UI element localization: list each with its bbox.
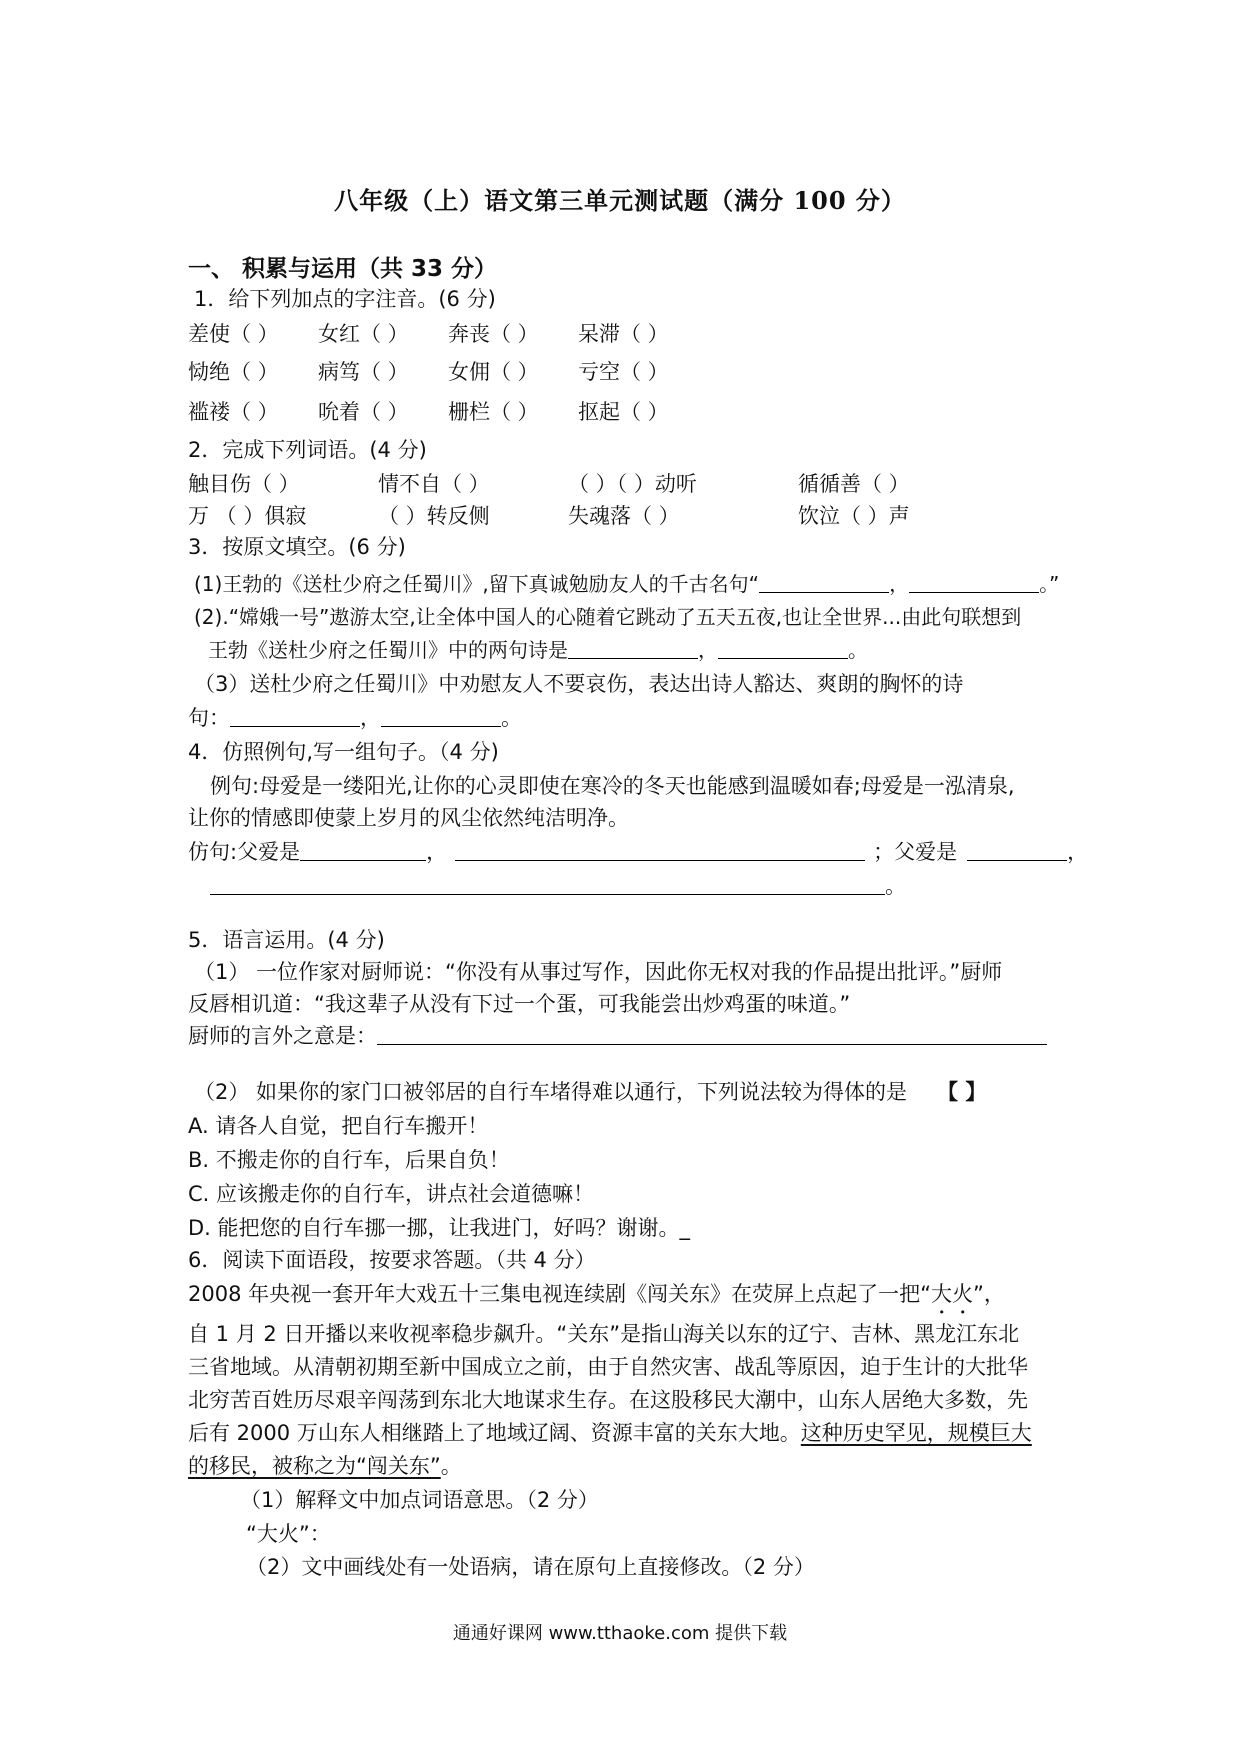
q6-passage-line3: 三省地域。从清朝初期至新中国成立之前，由于自然灾害、战乱等原因，迫于生计的大批华	[188, 1355, 1028, 1379]
section-heading: 一、 积累与运用（共 33 分）	[188, 256, 498, 282]
q3-part1-end: 。”	[1039, 572, 1060, 596]
q1-item: 亏空（ ）	[578, 360, 669, 384]
q6-subquestion-2: （2）文中画线处有一处语病，请在原句上直接修改。（2 分）	[246, 1555, 815, 1579]
q3-part3-sep: ，	[360, 706, 381, 730]
q6-underlined-sentence: 这种历史罕见，规模巨大	[800, 1421, 1032, 1445]
answer-blank[interactable]	[377, 1022, 1047, 1045]
q6-passage-line1	[188, 1280, 1005, 1319]
q5-part2	[194, 1078, 986, 1106]
answer-blank[interactable]	[568, 636, 698, 659]
q3-part2-sep: ，	[698, 638, 718, 662]
q2-item: 失魂落（ ）	[568, 504, 680, 528]
q5-part2-text: （2） 如果你的家门口被邻居的自行车堵得难以通行，下列说法较为得体的是	[194, 1080, 908, 1104]
answer-blank[interactable]	[381, 704, 501, 727]
q6-passage-text: 2008 年央视一套开年大戏五十三集电视连续剧《闯关东》在荧屏上点起了一把“	[188, 1282, 931, 1306]
q5-option-c: C. 应该搬走你的自行车，讲点社会道德嘛！	[188, 1182, 595, 1206]
q1-row-3	[188, 396, 708, 426]
q1-item: 恸绝（ ）	[188, 360, 279, 384]
q1-item: 呆滞（ ）	[578, 322, 669, 346]
page-footer: 通通好课网 www.tthaoke.com 提供下载	[452, 1623, 788, 1644]
q1-item: 女红（ ）	[318, 322, 409, 346]
q2-item: 情不自（ ）	[378, 472, 490, 496]
q1-item: 抠起（ ）	[578, 400, 669, 424]
q3-part2: (2).“嫦娥一号”遨游太空,让全体中国人的心随着它跳动了五天五夜,也让全世界...由此句联想到	[194, 605, 1022, 629]
q4-example-line2: 让你的情感即使蒙上岁月的风尘依然纯洁明净。	[188, 806, 629, 830]
q1-prompt: 1．给下列加点的字注音。(6 分)	[194, 287, 496, 311]
q2-item: （ ）（ ）动听	[568, 472, 697, 496]
q1-item: 病笃（ ）	[318, 360, 409, 384]
q6-passage-text: 。	[440, 1454, 462, 1478]
q6-underlined-sentence: 的移民，被称之为“闯关东”	[188, 1454, 441, 1478]
q2-prompt: 2．完成下列词语。(4 分)	[188, 438, 427, 462]
q4-imitation-sep: ，	[426, 840, 448, 864]
q2-item: （ ）转反侧	[378, 504, 490, 528]
q1-item: 吮着（ ）	[318, 400, 409, 424]
q5-option-d: D. 能把您的自行车挪一挪，让我进门，好吗？谢谢。_	[188, 1216, 691, 1240]
answer-bracket[interactable]: 【 】	[937, 1080, 987, 1104]
q5-option-b: B. 不搬走你的自行车，后果自负！	[188, 1148, 510, 1172]
q1-row-1	[188, 318, 708, 348]
q3-part1-text: (1)王勃的《送杜少府之任蜀川》,留下真诚勉励友人的千古名句“	[194, 572, 760, 596]
q3-part3-cont	[188, 704, 522, 732]
q4-imitation-comma: ，	[1067, 840, 1089, 864]
q4-example-line1: 例句:母爱是一缕阳光,让你的心灵即使在寒冷的冬天也能感到温暖如春;母爱是一泓清泉,	[210, 774, 1015, 798]
q4-imitation-mid: ；父爱是	[873, 840, 958, 864]
q6-subquestion-1-answer: “大火”：	[246, 1522, 331, 1546]
q1-item: 女佣（ ）	[448, 360, 539, 384]
q6-prompt: 6．阅读下面语段，按要求答题。（共 4 分）	[188, 1248, 596, 1272]
answer-blank[interactable]	[210, 872, 885, 895]
q5-prompt: 5．语言运用。(4 分)	[188, 928, 385, 952]
answer-blank[interactable]	[718, 636, 848, 659]
q1-item: 褴褛（ ）	[188, 400, 279, 424]
q5-part1: （1） 一位作家对厨师说：“你没有从事过写作，因此你无权对我的作品提出批评。”厨师	[194, 960, 1003, 984]
answer-blank[interactable]	[230, 704, 360, 727]
q6-passage-line5	[188, 1419, 1032, 1447]
answer-blank[interactable]	[300, 838, 426, 861]
q1-row-2	[188, 356, 708, 386]
q3-part3-text: 句：	[188, 706, 230, 730]
q4-imitation-cont	[210, 872, 906, 900]
q2-item: 循循善（ ）	[798, 472, 910, 496]
q3-part1	[194, 570, 1059, 598]
q6-passage-text: ”，	[973, 1282, 1005, 1306]
q5-part1-cont: 反唇相讥道：“我这辈子从没有下过一个蛋，可我能尝出炒鸡蛋的味道。”	[188, 992, 851, 1016]
q6-subquestion-1: （1）解释文中加点词语意思。（2 分）	[240, 1488, 599, 1512]
q3-prompt: 3．按原文填空。(6 分)	[188, 535, 406, 559]
exam-title: 八年级（上）语文第三单元测试题（满分 100 分）	[334, 186, 906, 215]
q3-part1-sep: ，	[889, 572, 910, 596]
q4-imitation-start: 仿句:父爱是	[188, 840, 301, 864]
q4-imitation-end: 。	[885, 874, 906, 898]
q2-item: 饮泣（ ）声	[798, 504, 910, 528]
q4-imitation	[188, 838, 1088, 866]
q1-item: 奔丧（ ）	[448, 322, 539, 346]
q3-part3: （3）送杜少府之任蜀川》中劝慰友人不要哀伤，表达出诗人豁达、爽朗的胸怀的诗	[194, 672, 964, 696]
answer-blank[interactable]	[967, 838, 1067, 861]
q5-option-a: A. 请各人自觉，把自行车搬开！	[188, 1114, 489, 1138]
q5-part1-answer	[188, 1022, 1047, 1050]
q2-row-2	[188, 500, 998, 530]
q6-dotted-word: 大火	[931, 1282, 973, 1306]
q3-part2-text: 王勃《送杜少府之任蜀川》中的两句诗是	[208, 638, 568, 662]
q6-passage-line4: 北穷苦百姓历尽艰辛闯荡到东北大地谋求生存。在这股移民大潮中，山东人居绝大多数，先	[188, 1388, 1028, 1412]
q6-passage-text: 后有 2000 万山东人相继踏上了地域辽阔、资源丰富的关东大地。	[188, 1421, 801, 1445]
q1-item: 栅栏（ ）	[448, 400, 539, 424]
q3-part2-cont	[208, 636, 868, 664]
q2-item: 触目伤（ ）	[188, 472, 300, 496]
q3-part2-end: 。	[848, 638, 868, 662]
q2-item: 万 （ ）俱寂	[188, 504, 307, 528]
q3-part3-end: 。	[501, 706, 522, 730]
q6-passage-line2: 自 1 月 2 日开播以来收视率稳步飙升。“关东”是指山海关以东的辽宁、吉林、黑龙江东北	[188, 1322, 1020, 1346]
answer-blank[interactable]	[909, 570, 1039, 593]
q5-part1-answer-label: 厨师的言外之意是：	[188, 1024, 377, 1048]
q2-row-1	[188, 468, 998, 498]
q4-prompt: 4．仿照例句,写一组句子。（4 分)	[188, 740, 499, 764]
q6-passage-line6	[188, 1452, 462, 1480]
answer-blank[interactable]	[455, 838, 865, 861]
answer-blank[interactable]	[759, 570, 889, 593]
q1-item: 差使（ ）	[188, 322, 279, 346]
